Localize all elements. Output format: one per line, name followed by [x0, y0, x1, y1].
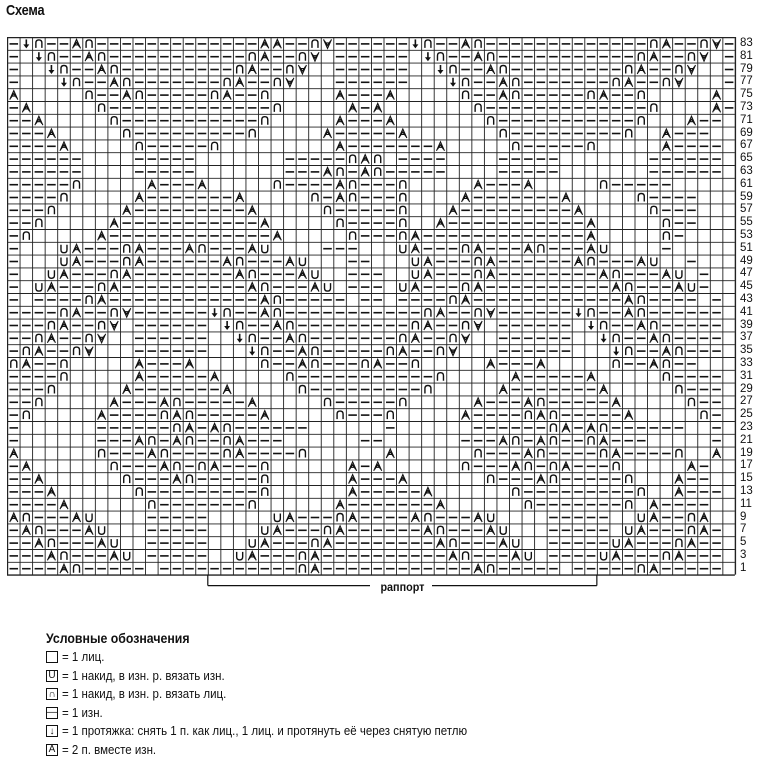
yarn-over-knit-icon: ∩	[46, 688, 58, 700]
row-number: 5	[740, 536, 747, 549]
legend-item-p2tog: A = 2 п. вместе изн.	[46, 741, 502, 760]
row-number: 33	[740, 357, 753, 369]
row-number: 37	[740, 331, 753, 344]
row-number: 59	[740, 190, 753, 203]
row-number: 71	[740, 113, 753, 126]
p2tog-icon: A	[46, 744, 58, 756]
yarn-over-purl-icon: U	[46, 670, 58, 682]
row-number: 45	[740, 280, 753, 293]
row-number: 75	[740, 88, 753, 101]
row-number: 81	[740, 49, 753, 62]
row-number: 67	[740, 139, 753, 152]
arrow-down-icon: ↓	[46, 725, 58, 737]
legend-item-yo-purl: U = 1 накид, в изн. р. вязать изн.	[46, 667, 502, 686]
row-number: 29	[740, 382, 753, 395]
row-number: 15	[740, 472, 753, 485]
legend-item-yo-knit: ∩ = 1 накид, в изн. р. вязать лиц.	[46, 685, 502, 704]
row-number: 9	[740, 510, 747, 523]
row-number: 39	[740, 318, 753, 331]
row-number: 53	[740, 229, 753, 241]
row-number: 69	[740, 126, 753, 139]
chart-title: Схема	[6, 2, 45, 19]
purl-icon: —	[47, 707, 57, 719]
legend-item-knit: = 1 лиц.	[46, 648, 502, 667]
legend-title: Условные обозначения	[46, 630, 190, 646]
row-number: 17	[740, 459, 753, 472]
row-number: 1	[740, 561, 747, 574]
row-number: 49	[740, 254, 753, 267]
legend-item-pull-through: ↓ = 1 протяжка: снять 1 п. как лиц., 1 лиц. и протянуть её через снятую петлю	[46, 722, 502, 741]
row-number: 47	[740, 267, 753, 280]
row-number: 63	[740, 165, 753, 177]
row-number: 51	[740, 241, 753, 254]
row-number: 23	[740, 421, 753, 433]
row-number: 79	[740, 62, 753, 75]
blank-square-icon	[46, 651, 58, 663]
row-number: 3	[740, 549, 747, 561]
row-number: 73	[740, 101, 753, 113]
row-number: 35	[740, 344, 753, 357]
row-number: 21	[740, 433, 753, 446]
rapport-label: раппорт	[380, 580, 425, 594]
row-number: 27	[740, 395, 753, 408]
row-number: 25	[740, 408, 753, 421]
row-number: 11	[740, 497, 752, 510]
row-number: 61	[740, 177, 753, 190]
row-number: 65	[740, 152, 753, 165]
legend	[46, 630, 502, 759]
row-number: 83	[740, 37, 753, 49]
row-number: 55	[740, 216, 753, 229]
legend-item-purl: — = 1 изн.	[47, 705, 103, 720]
row-number: 43	[740, 293, 753, 305]
row-number: 31	[740, 369, 753, 382]
row-number: 41	[740, 305, 753, 318]
row-number: 7	[740, 523, 747, 536]
row-number: 19	[740, 446, 753, 459]
row-number: 13	[740, 485, 753, 497]
row-number: 57	[740, 203, 753, 216]
row-number: 77	[740, 75, 753, 88]
